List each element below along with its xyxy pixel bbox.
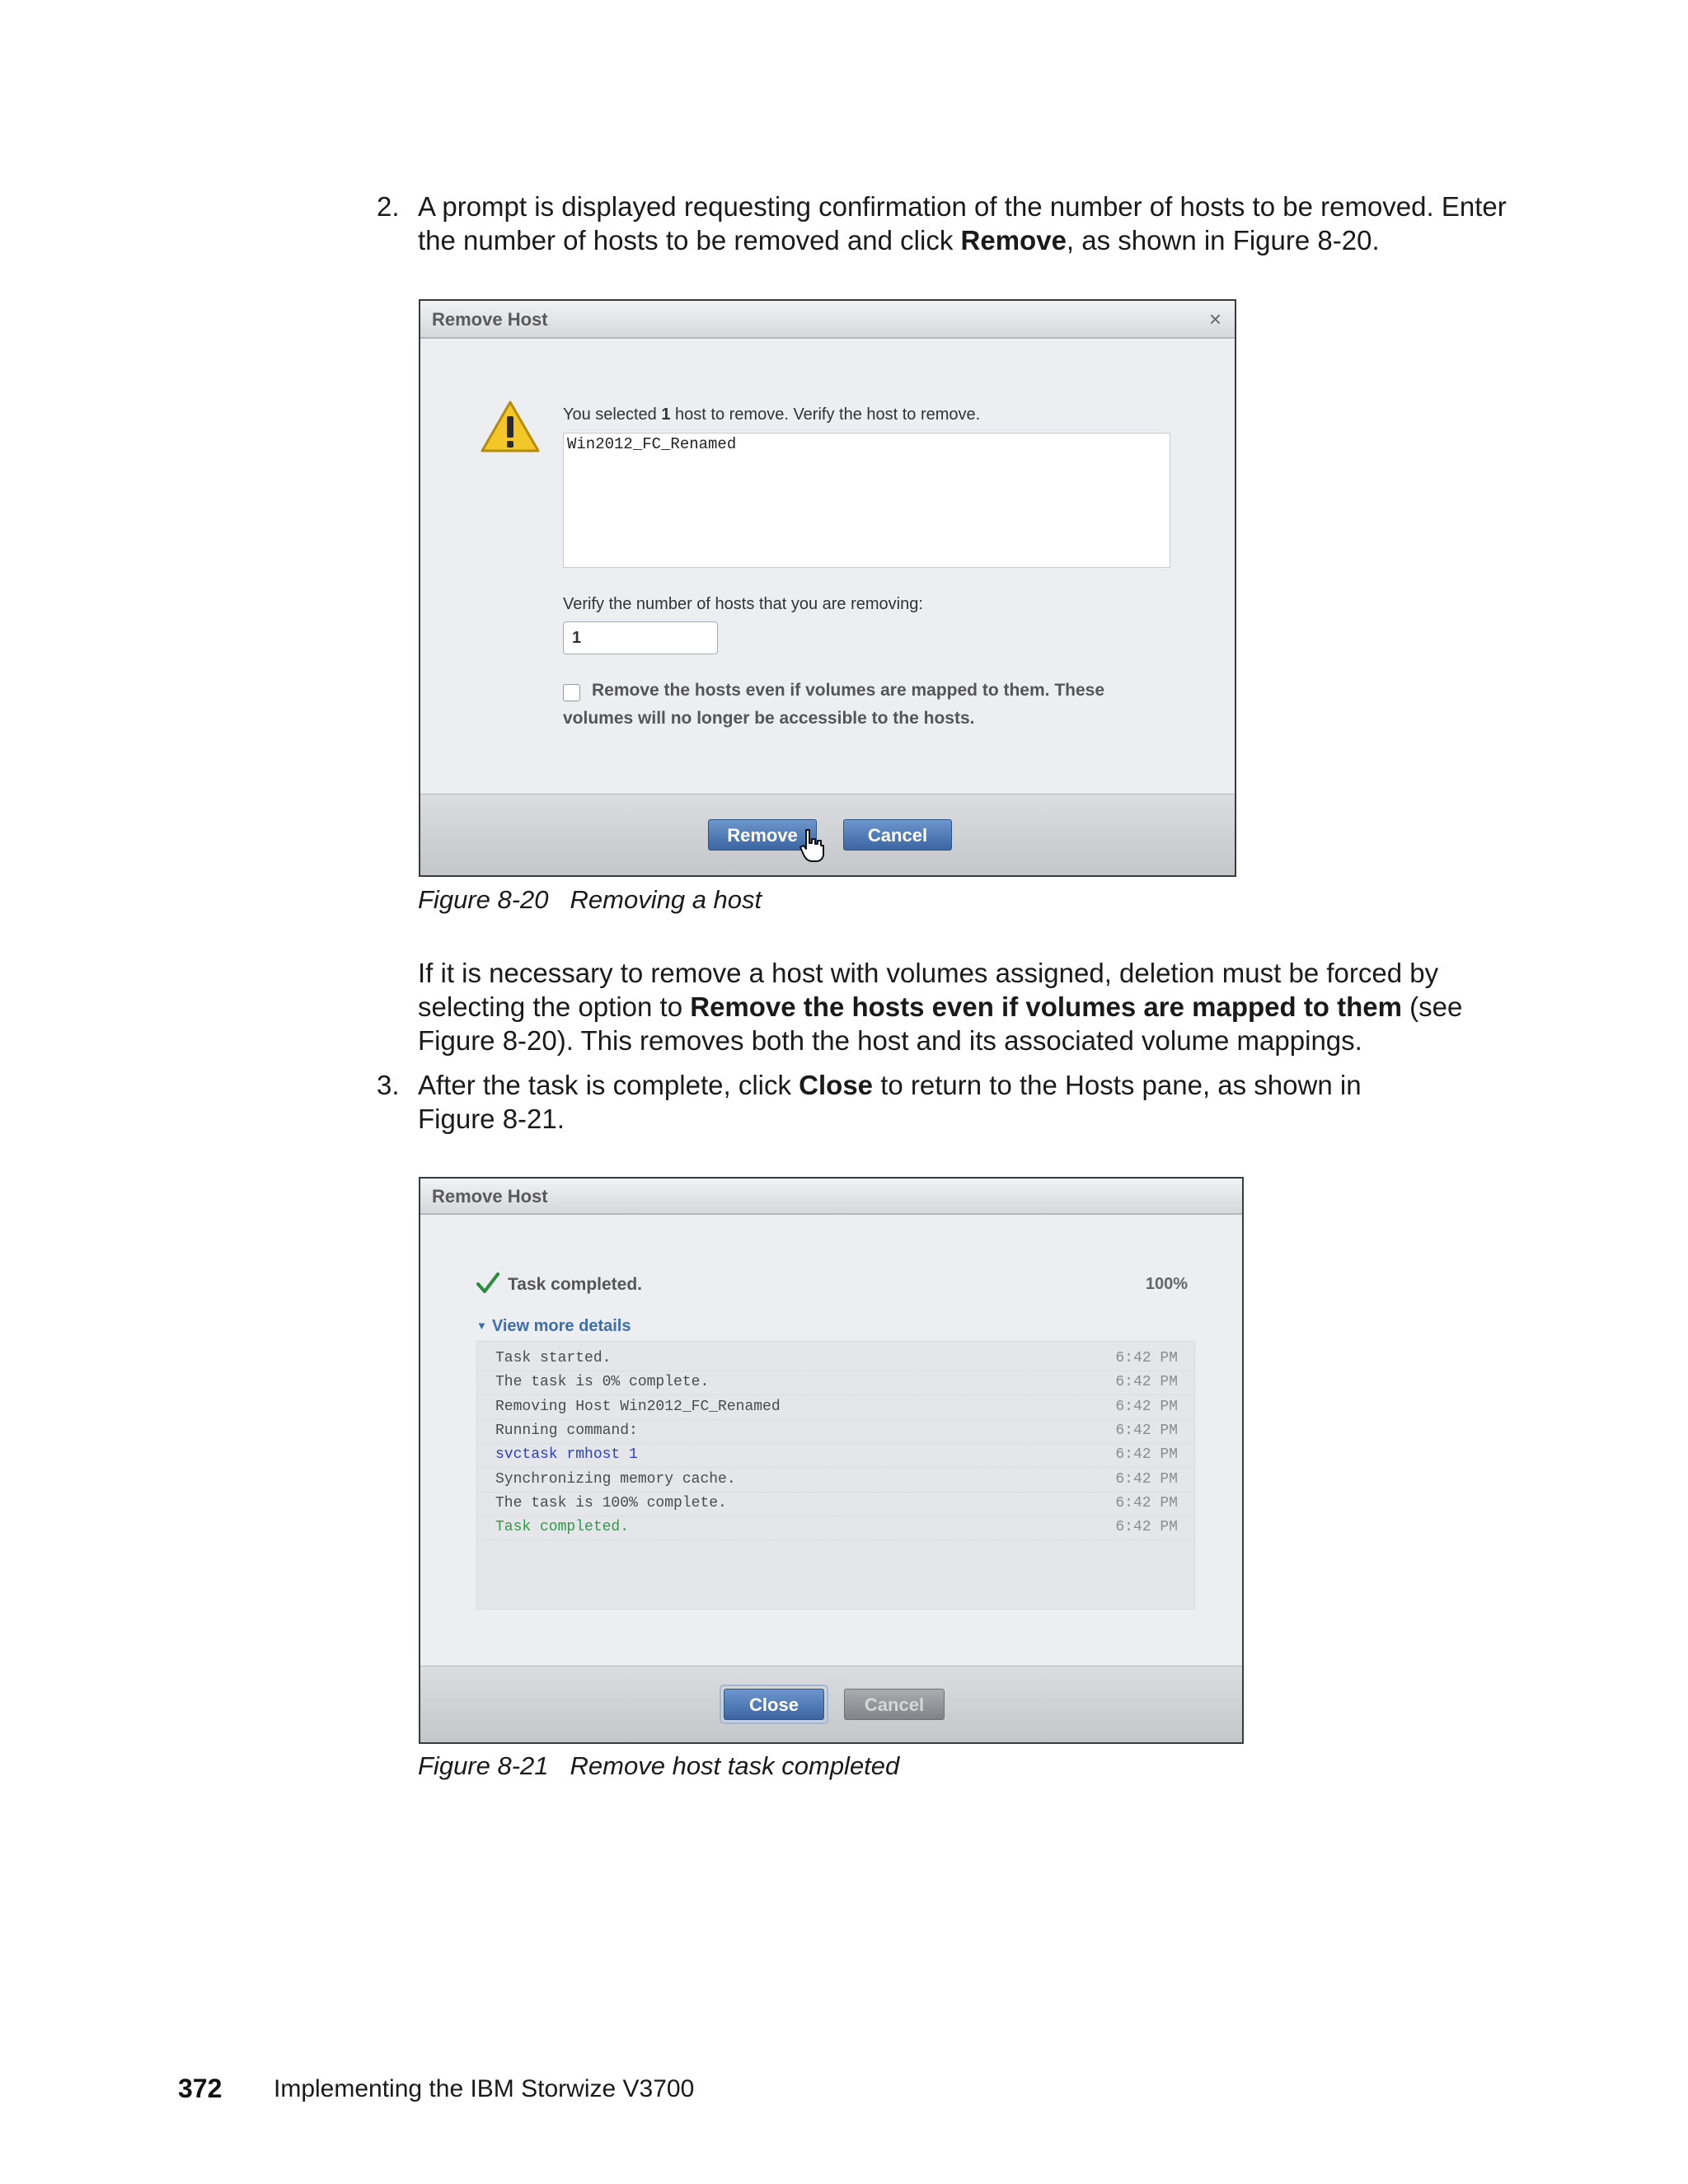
warning-icon bbox=[480, 400, 541, 454]
host-list-item: Win2012_FC_Renamed bbox=[567, 435, 737, 453]
log-time: 6:42 PM bbox=[1115, 1519, 1178, 1536]
step-number: 2. bbox=[377, 191, 400, 222]
checkmark-icon bbox=[476, 1272, 499, 1294]
triangle-down-icon: ▼ bbox=[476, 1319, 487, 1332]
remove-button[interactable]: Remove bbox=[708, 819, 817, 851]
close-icon[interactable]: × bbox=[1208, 307, 1221, 331]
log-row bbox=[477, 1419, 1194, 1444]
bold-term: Remove bbox=[960, 225, 1067, 255]
log-message: svctask rmhost 1 bbox=[495, 1446, 638, 1464]
remove-host-dialog bbox=[419, 299, 1236, 877]
force-remove-checkbox[interactable] bbox=[563, 684, 580, 701]
force-removal-paragraph: If it is necessary to remove a host with volumes assigned, deletion must be forced by selecting the option to Remove the hosts even if volumes are mapped to them (see Figure 8-20). This removes both the host and its associated volume mappings. bbox=[418, 958, 1463, 1056]
dialog-title: Remove Host bbox=[420, 1179, 1242, 1215]
log-message: Task completed. bbox=[495, 1519, 630, 1536]
log-time: 6:42 PM bbox=[1115, 1350, 1178, 1366]
cancel-button-disabled: Cancel bbox=[844, 1689, 945, 1720]
remove-host-progress-dialog bbox=[419, 1177, 1244, 1744]
log-time: 6:42 PM bbox=[1115, 1494, 1178, 1511]
log-message: Running command: bbox=[495, 1422, 638, 1439]
progress-percent: 100% bbox=[1145, 1275, 1188, 1293]
log-row bbox=[477, 1443, 1194, 1468]
log-time: 6:42 PM bbox=[1115, 1398, 1178, 1415]
force-remove-label-2: volumes will no longer be accessible to the hosts. bbox=[563, 709, 975, 728]
log-row bbox=[477, 1371, 1194, 1395]
task-log bbox=[476, 1341, 1195, 1610]
log-row bbox=[477, 1468, 1194, 1493]
log-message: The task is 100% complete. bbox=[495, 1494, 727, 1511]
step-text: After the task is complete, click Close to return to the Hosts pane, as shown in Figure 8-21. bbox=[418, 1070, 1362, 1134]
log-time: 6:42 PM bbox=[1115, 1446, 1178, 1464]
verify-count-label: Verify the number of hosts that you are removing: bbox=[563, 595, 923, 613]
force-remove-label-1: Remove the hosts even if volumes are mapped to them. These bbox=[592, 681, 1105, 700]
bold-term: Close bbox=[799, 1070, 874, 1100]
step-text: A prompt is displayed requesting confirmation of the number of hosts to be removed. Enter the number of hosts to be removed and click Remove, as shown in Figure 8-20. bbox=[418, 191, 1507, 255]
step-number: 3. bbox=[377, 1070, 400, 1100]
dialog-title: Remove Host bbox=[420, 301, 1235, 339]
dialog-footer bbox=[420, 1666, 1242, 1742]
log-row bbox=[477, 1516, 1194, 1540]
close-button[interactable]: Close bbox=[724, 1689, 824, 1720]
host-list-box[interactable] bbox=[563, 433, 1170, 568]
log-time: 6:42 PM bbox=[1115, 1422, 1178, 1439]
log-row bbox=[477, 1347, 1194, 1371]
cancel-button[interactable]: Cancel bbox=[843, 819, 952, 851]
host-count-input[interactable] bbox=[563, 621, 718, 654]
log-message: Task started. bbox=[495, 1350, 612, 1366]
log-message: Removing Host Win2012_FC_Renamed bbox=[495, 1398, 781, 1415]
page-number: 372 bbox=[178, 2074, 223, 2103]
log-time: 6:42 PM bbox=[1115, 1470, 1178, 1488]
task-status: Task completed. bbox=[508, 1275, 642, 1294]
hand-cursor-icon bbox=[799, 827, 827, 864]
log-message: The task is 0% complete. bbox=[495, 1374, 710, 1391]
log-time: 6:42 PM bbox=[1115, 1374, 1178, 1391]
view-details-toggle[interactable]: ▼ View more details bbox=[476, 1317, 631, 1335]
figure-caption-8-20: Figure 8-20 Removing a host bbox=[418, 885, 762, 914]
log-row bbox=[477, 1492, 1194, 1516]
selected-hosts-text: You selected 1 host to remove. Verify the host to remove. bbox=[563, 405, 981, 424]
bold-option: Remove the hosts even if volumes are mapped to them bbox=[690, 991, 1402, 1022]
log-row bbox=[477, 1395, 1194, 1420]
dialog-footer bbox=[420, 794, 1235, 875]
book-title: Implementing the IBM Storwize V3700 bbox=[274, 2075, 695, 2102]
figure-caption-8-21: Figure 8-21 Remove host task completed bbox=[418, 1751, 900, 1780]
log-message: Synchronizing memory cache. bbox=[495, 1470, 736, 1488]
